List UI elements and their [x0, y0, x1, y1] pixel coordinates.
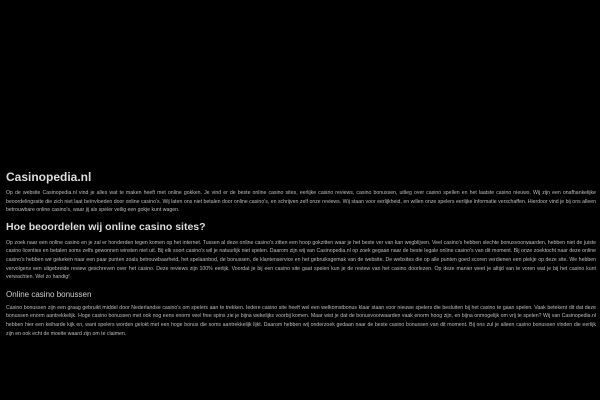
heading-reviews: Hoe beoordelen wij online casino sites? [6, 220, 206, 233]
reviews-paragraph: Op zoek naar een online casino en je zal er honderden tegen komen op het internet. Tussen al deze online casino's zitten een hoop gokzitten waar je het beste ver van kan wegblijven. Veel casino's hebben slechte bonusvoorwaarden, hebben niet de juiste casino licenties en betalen soms zelfs gewonnen winsten niet uit. Bij elk soort casino's wil je natuurlijk niet spelen. Daarom zijn wij van Casinopedia.nl op zoek gegaan naar de beste legale online casino's van dit moment. Bij onze zoektocht naar deze online casino's hebben we gekeken naar een paar punten zoals betrouwbaarheid, het spelaanbod, de bonussen, de klantenservice en het gebruiksgemak van de website. De websites die op alle punten goed scoren verdienen een plekje op deze site. We hebben vervolgens een uitgebreide review geschreven over het casino. Deze reviews zijn 100% eerlijk. Voordat je bij een casino site gaat spelen kun je de review van het casino doorlezen. Op deze manier weet je altijd van te voren wat je bij het casino kunt verwachten. Wel zo handig! [6, 239, 596, 281]
bonussen-paragraph: Casino bonussen zijn een graag gebruikt middel door Nederlandse casino's om spelers aan te trekken. Iedere casino site heeft wel een welkomstbonus klaar staan voor nieuwe spelers die besluiten bij het casino te gaan spelen. Vaak betekent dit dat deze bonussen enorm aantrekkelijk. Hoge casino bonussen met ook nog eens enorm veel free spins zie je bijna wekelijks voorbij komen. Maar wist je dat de bonusvoorwaarden vaak enorm hoog zijn, en bijna onmogelijk om vrij te spelen? Wij van Casinopedia.nl hebben hier een keiharde kijk en, want spelers worden gelokt met een hoge bonus die soms aantrekkelijk lijkt. Daarom hebben wij onderzoek gedaan naar de beste casino bonussen van dit moment. Bij ons zul je alleen casino bonussen vinden die eerlijk zijn en ook echt de moeite waard zijn om te claimen. [6, 304, 596, 337]
heading-bonussen: Online casino bonussen [6, 289, 92, 299]
intro-paragraph: Op de website Casinopedia.nl vind je alles wat te maken heeft met online gokken. Je vind er de beste online casino sites, eerlijke casino reviews, casino bonussen, uitleg over casino spellen en het laatste casino nieuws. Wij zijn een onafhankelijke beoordelingssite die zich niet laat beïnvloeden door online casino's. Wij laten ons niet betalen door online casino's, en schrijven zelf onze reviews. Wij staan voor eerlijkheid, en willen onze spelers eerlijke informatie verschaffen. Hierdoor vind je bij ons alleen betrouwbare online casino's, waar jij als speler veilig een gokje kunt wagen. [6, 190, 596, 214]
page-title: Casinopedia.nl [6, 170, 92, 184]
main-content [6, 170, 596, 342]
